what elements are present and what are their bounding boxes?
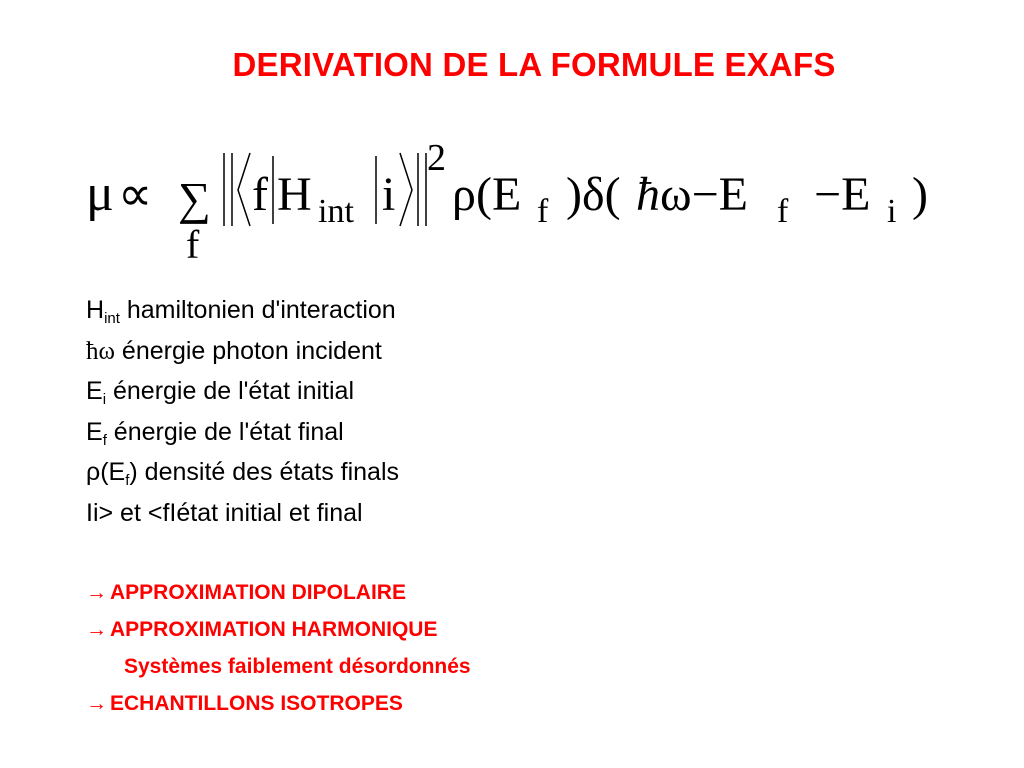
- arrow-right-icon: →: [86, 692, 107, 715]
- definition-symbol: ħω: [86, 337, 115, 365]
- ef-sub: f: [777, 193, 789, 230]
- rho-ef-sub: f: [537, 193, 549, 230]
- definition-ei: [86, 371, 399, 412]
- approximation-label: APPROXIMATION HARMONIQUE: [110, 618, 438, 641]
- approximation-sublabel: Systèmes faiblement désordonnés: [124, 655, 471, 678]
- definition-text: énergie de l'état initial: [106, 377, 355, 405]
- delta-open: )δ(: [566, 168, 621, 221]
- definition-text: ) densité des états finals: [129, 458, 399, 486]
- hbar-symbol: ħ: [636, 168, 660, 221]
- hamiltonian-sub: int: [318, 193, 354, 230]
- definition-rho: [86, 452, 399, 493]
- approximation-label: APPROXIMATION DIPOLAIRE: [110, 581, 406, 604]
- exafs-formula: [0, 0, 1024, 290]
- definition-subscript: f: [102, 431, 107, 449]
- hamiltonian-h: H: [277, 168, 312, 221]
- approximations-list: [86, 574, 471, 722]
- definition-subscript: int: [104, 310, 120, 327]
- bra-angle: [238, 153, 250, 226]
- approximation-item: [86, 685, 471, 722]
- close-paren: ): [912, 168, 928, 221]
- approximation-item: [86, 611, 471, 648]
- definition-hbar-omega: [86, 331, 399, 372]
- approximation-label: ECHANTILLONS ISOTROPES: [110, 692, 403, 715]
- definition-hint: [86, 290, 399, 331]
- power-2: 2: [427, 137, 446, 179]
- slide-title: DERIVATION DE LA FORMULE EXAFS: [232, 46, 836, 83]
- ket-angle: [400, 153, 412, 226]
- definition-subscript: f: [125, 472, 130, 489]
- rho-ef-open: ρ(E: [452, 168, 522, 221]
- mu-symbol: μ: [86, 165, 114, 222]
- definition-symbol: E: [86, 377, 103, 405]
- omega-minus-e: ω−E: [660, 168, 748, 221]
- definition-symbol: ρ(E: [86, 458, 126, 486]
- ket-i: i: [382, 168, 396, 221]
- arrow-right-icon: →: [86, 618, 107, 641]
- definition-symbol: Ii> et <fI: [86, 498, 177, 527]
- bra-f: f: [252, 168, 268, 221]
- definitions-list: [86, 290, 399, 533]
- definition-symbol: H: [86, 296, 105, 324]
- approximation-subitem: [86, 648, 471, 685]
- definition-states: [86, 493, 399, 534]
- definition-text: état initial et final: [176, 498, 363, 527]
- definition-text: énergie de l'état final: [106, 417, 344, 446]
- arrow-right-icon: →: [86, 581, 107, 604]
- definition-text: hamiltonien d'interaction: [119, 296, 396, 324]
- definition-text: énergie photon incident: [114, 336, 382, 365]
- propto-symbol: ∝: [118, 168, 153, 221]
- sum-symbol: ∑: [178, 173, 211, 224]
- approximation-item: [86, 574, 471, 611]
- ei-sub: i: [887, 193, 897, 230]
- sum-index: f: [186, 222, 200, 267]
- definition-ef: [86, 412, 399, 453]
- definition-subscript: i: [102, 391, 107, 408]
- definition-symbol: E: [86, 417, 103, 446]
- minus-ei: −E: [814, 168, 871, 221]
